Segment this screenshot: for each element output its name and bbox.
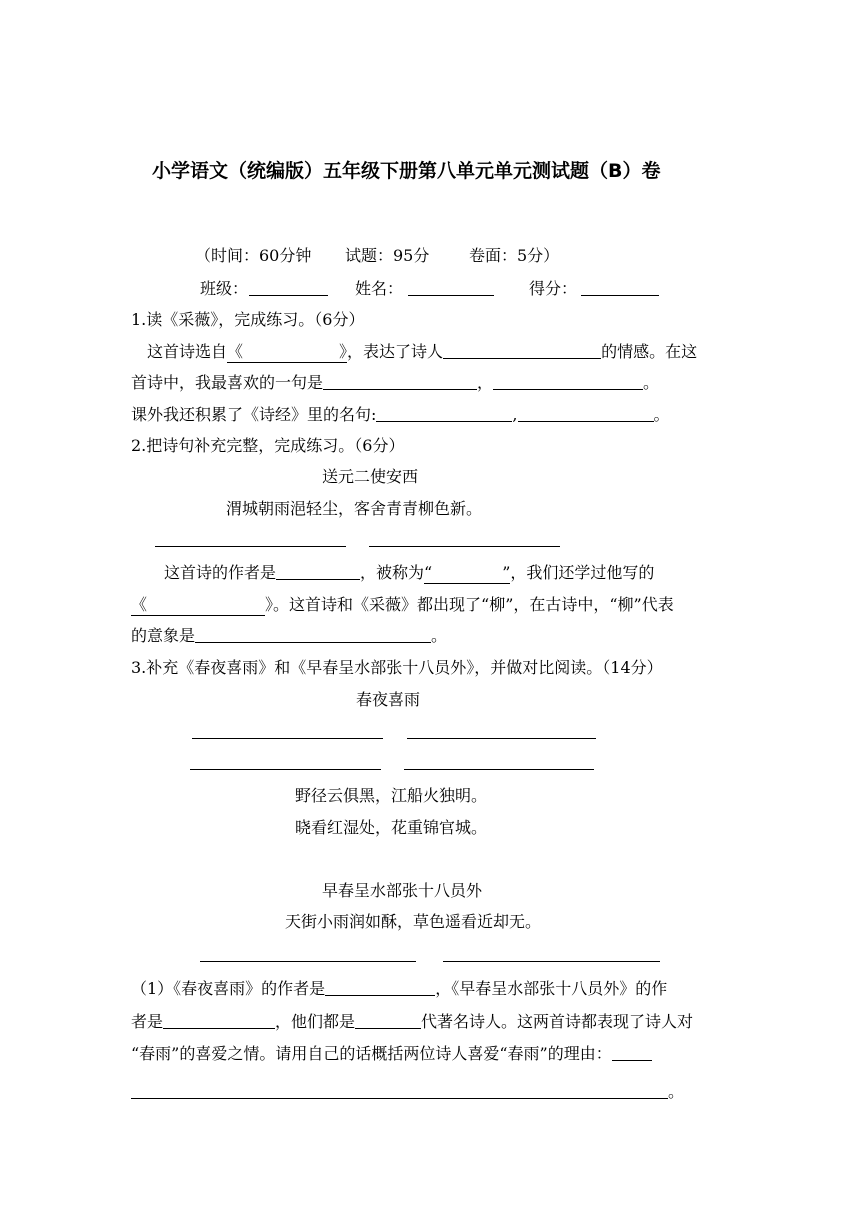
q2-line3 — [131, 626, 447, 646]
q3-text: ，他们都是 — [275, 1012, 356, 1031]
q1-favorite-blank-2[interactable] — [493, 373, 643, 390]
q2-poem-blank-2[interactable] — [369, 546, 560, 547]
q3-text: “春雨”的喜爱之情。请用自己的话概括两位诗人喜爱“春雨”的理由： — [131, 1044, 612, 1063]
q3-sub1-line3 — [131, 1044, 652, 1064]
q2-work-answer[interactable] — [131, 595, 265, 616]
q2-imagery-blank[interactable] — [195, 626, 431, 643]
q3-poem1-blank-1[interactable] — [192, 738, 383, 739]
q2-text: ，被称为 — [360, 563, 425, 582]
q3-dynasty-blank[interactable] — [355, 1012, 421, 1029]
q2-title-answer[interactable] — [424, 563, 510, 584]
q2-line1 — [164, 563, 654, 583]
q2-poem-blank-1[interactable] — [155, 546, 346, 547]
q3-sub1-line2 — [131, 1012, 693, 1032]
q2-line2 — [131, 595, 674, 615]
q3-text: 代著名诗人。这两首诗都表现了诗人对 — [421, 1012, 694, 1031]
q3-poem2-line1: 天街小雨润如酥，草色遥看近却无。 — [285, 912, 542, 931]
time-info: （时间：60分钟 — [195, 246, 312, 265]
q2-author-blank[interactable] — [276, 563, 360, 580]
score-info: 试题：95分 — [345, 246, 430, 265]
q1-emotion-blank[interactable] — [443, 342, 601, 359]
q3-author1-blank[interactable] — [325, 979, 435, 996]
q1-text: 首诗中，我最喜欢的一句是 — [131, 373, 324, 392]
q3-poem2-blank-2[interactable] — [443, 961, 660, 962]
punct: , — [512, 405, 518, 424]
q3-author2-blank[interactable] — [163, 1012, 275, 1029]
q3-sub1-line4 — [131, 1082, 684, 1102]
q1-shijing-blank-2[interactable] — [518, 405, 654, 422]
q1-text: ，表达了诗人 — [347, 342, 444, 361]
q3-sub1-line1 — [131, 979, 667, 999]
class-label: 班级： — [200, 279, 249, 298]
q2-text: ，我们还学过他写的 — [510, 563, 655, 582]
q1-line3 — [131, 405, 670, 425]
q2-heading: 2.把诗句补充完整，完成练习。（6分） — [131, 436, 405, 455]
q3-text: 者是 — [131, 1012, 164, 1031]
punct: ， — [477, 373, 494, 392]
q2-poem-title: 送元二使安西 — [322, 467, 419, 486]
punct: 。 — [431, 626, 448, 645]
q1-heading: 1.读《采薇》，完成练习。（6分） — [131, 310, 365, 329]
book-bracket-open: 《 — [227, 342, 244, 361]
q2-poem-line1: 渭城朝雨浥轻尘，客舍青青柳色新。 — [226, 499, 483, 518]
punct: 。 — [643, 373, 660, 392]
q1-text: 课外我还积累了《诗经》里的名句: — [131, 405, 377, 424]
q2-text: 这首诗的作者是 — [164, 563, 277, 582]
q1-line2 — [131, 373, 659, 393]
score-label: 得分： — [529, 279, 578, 298]
q1-text: 的情感。在这 — [601, 342, 698, 361]
neatness-info: 卷面：5分） — [469, 246, 560, 265]
q3-text: ，《早春呈水部张十八员外》的作 — [435, 979, 668, 998]
q3-poem2-blank-1[interactable] — [200, 961, 416, 962]
name-blank[interactable] — [408, 295, 494, 296]
q3-poem1-blank-3[interactable] — [190, 769, 381, 770]
q1-line1 — [147, 342, 697, 362]
book-bracket-close: 》 — [339, 342, 348, 361]
q3-poem1-blank-4[interactable] — [404, 769, 594, 770]
q1-book-answer[interactable] — [227, 342, 347, 363]
q3-poem2-title: 早春呈水部张十八员外 — [322, 881, 483, 900]
q2-text: 的意象是 — [131, 626, 196, 645]
score-blank[interactable] — [581, 295, 659, 296]
punct: 。 — [668, 1082, 685, 1101]
q3-poem1-line3: 野径云俱黑，江船火独明。 — [295, 786, 488, 805]
q1-text: 这首诗选自 — [147, 342, 228, 361]
quote-close: ” — [502, 563, 511, 582]
q3-reason-blank-start[interactable] — [612, 1044, 652, 1061]
q2-text: 》。这首诗和《采薇》都出现了“柳”，在古诗中，“柳”代表 — [265, 595, 674, 614]
class-blank[interactable] — [249, 295, 328, 296]
q3-reason-blank[interactable] — [131, 1082, 668, 1099]
punct: 。 — [653, 405, 670, 424]
q1-favorite-blank-1[interactable] — [323, 373, 477, 390]
quote-open: “ — [424, 563, 433, 582]
book-bracket-open: 《 — [131, 595, 148, 614]
q3-poem1-line4: 晓看红湿处，花重锦官城。 — [295, 818, 488, 837]
q3-text: （1）《春夜喜雨》的作者是 — [131, 979, 326, 998]
q3-poem1-title: 春夜喜雨 — [356, 690, 421, 709]
q3-heading: 3.补充《春夜喜雨》和《早春呈水部张十八员外》，并做对比阅读。（14分） — [131, 658, 663, 677]
name-label: 姓名： — [355, 279, 404, 298]
q3-poem1-blank-2[interactable] — [407, 738, 596, 739]
q1-shijing-blank-1[interactable] — [376, 405, 512, 422]
page-title: 小学语文（统编版）五年级下册第八单元单元测试题（B）卷 — [152, 160, 661, 182]
